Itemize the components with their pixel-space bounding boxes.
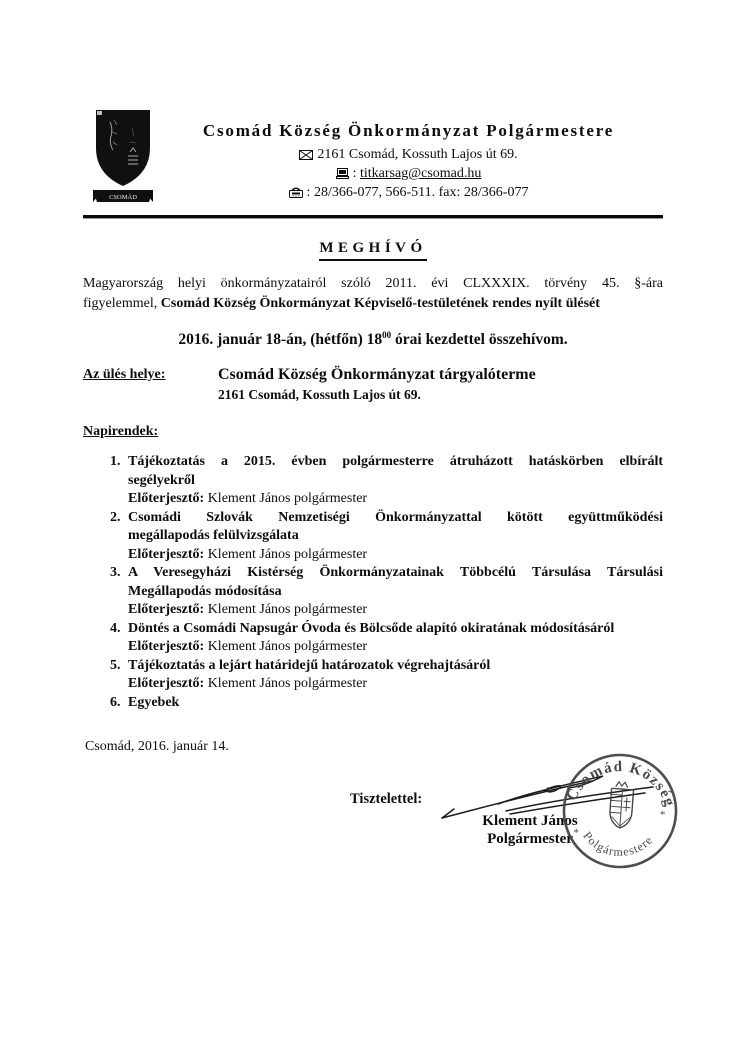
agenda-item-presenter: Előterjesztő: Klement János polgármester [128, 491, 368, 506]
meeting-date-prefix: 2016. január 18-án, (hétfőn) 18 [178, 331, 383, 348]
closing-salutation: Tisztelettel: [350, 791, 423, 807]
signer-title: Polgármester [487, 831, 573, 847]
agenda-list [83, 453, 663, 712]
venue-details [218, 365, 536, 403]
email-separator: : [352, 166, 360, 181]
phone-numbers: 28/366-077, 566-511. fax: 28/366-077 [313, 185, 529, 200]
meeting-time-superscript: 00 [382, 330, 392, 340]
postal-address: 2161 Csomád, Kossuth Lajos út 69. [317, 147, 518, 162]
agenda-item-number: 1. [110, 454, 121, 469]
agenda-item-number: 5. [110, 657, 121, 673]
agenda-item-title-line2: megállapodás felülvizsgálata [128, 528, 299, 543]
phone-line [154, 184, 663, 203]
crest-banner-text: CSOMÁD [109, 194, 137, 201]
agenda-item-title: Tájékoztatás a lejárt határidejű határozatok végrehajtásáról [128, 657, 491, 673]
agenda-item-title: Döntés a Csomádi Napsugár Óvoda és Bölcsőde alapító okiratának módosításáról [128, 620, 615, 636]
venue-name: Csomád Község Önkormányzat tárgyalóterme [218, 366, 536, 383]
agenda-item-presenter: Előterjesztő: Klement János polgármester [128, 639, 368, 654]
computer-icon [336, 167, 349, 184]
agenda-item-number: 2. [110, 509, 121, 525]
letterhead-divider [83, 215, 663, 218]
fax-phone-icon [289, 186, 303, 203]
date-place-line: Csomád, 2016. január 14. [85, 739, 229, 754]
intro-line2-bold: Csomád Község Önkormányzat Képviselő-testületének rendes nyílt ülését [160, 295, 600, 311]
agenda-item-title: A Veresegyházi Kistérség Önkormányzatainak Többcélú Társulása Társulási [128, 565, 663, 580]
intro-line-2 [83, 294, 663, 314]
letterhead [83, 108, 663, 209]
stamp-star-left: * [572, 826, 580, 840]
meeting-date-suffix: órai kezdettel összehívom. [391, 331, 568, 348]
signer-name: Klement János [482, 813, 578, 829]
letterhead-text [154, 108, 663, 209]
intro-line-1: Magyarország helyi önkormányzatairól szóló 2011. évi CLXXXIX. törvény 45. §-ára [83, 276, 663, 291]
meeting-datetime [83, 330, 663, 349]
agenda-item-presenter: Előterjesztő: Klement János polgármester [128, 602, 368, 617]
envelope-icon [299, 148, 313, 165]
email-line [154, 165, 663, 184]
agenda-item-3 [83, 564, 663, 620]
document-title-wrap [83, 239, 663, 261]
coat-of-arms-shield-icon [92, 108, 154, 204]
stamp-star-right: * [659, 808, 666, 822]
venue-section [83, 365, 663, 403]
signature-block [430, 745, 700, 895]
agenda-item-presenter: Előterjesztő: Klement János polgármester [128, 676, 368, 691]
agenda-item-6 [83, 694, 663, 713]
agenda-item-5 [83, 657, 663, 694]
intro-line2-normal: figyelemmel, [83, 295, 161, 311]
stamp-bottom-text: Polgármestere [580, 828, 656, 859]
stamp-top-text: Csomád Község [563, 759, 678, 810]
agenda-item-1 [83, 453, 663, 509]
agenda-item-number: 6. [110, 694, 121, 710]
agenda-item-presenter: Előterjesztő: Klement János polgármester [128, 546, 368, 562]
agenda-item-number: 3. [110, 565, 121, 580]
email-address: titkarsag@csomad.hu [360, 166, 482, 181]
agenda-item-title: Egyebek [128, 694, 180, 710]
agenda-heading: Napirendek: [83, 424, 159, 439]
postal-address-line [154, 146, 663, 165]
agenda-item-title-line2: segélyekről [128, 472, 195, 488]
venue-label: Az ülés helye: [83, 367, 166, 382]
official-round-stamp [556, 747, 684, 875]
organization-title: Csomád Község Önkormányzat Polgármestere [202, 121, 615, 140]
svg-text:Polgármestere [579, 828, 656, 861]
municipal-coat-of-arms [92, 108, 154, 209]
stamp-coat-of-arms [609, 781, 634, 828]
venue-address: 2161 Csomád, Kossuth Lajos út 69. [218, 387, 421, 402]
document-title: MEGHÍVÓ [319, 240, 426, 261]
agenda-item-2 [83, 509, 663, 565]
agenda-item-4 [83, 620, 663, 657]
intro-paragraph [83, 274, 663, 313]
agenda-item-title: Csomádi Szlovák Nemzetiségi Önkormányzattal kötött együttműködési [128, 509, 663, 525]
agenda-item-number: 4. [110, 620, 121, 636]
agenda-item-title-line2: Megállapodás módosítása [128, 583, 282, 599]
agenda-item-title: Tájékoztatás a 2015. évben polgármesterre átruházott hatáskörben elbírált [128, 454, 663, 469]
phone-separator: : [306, 185, 314, 200]
